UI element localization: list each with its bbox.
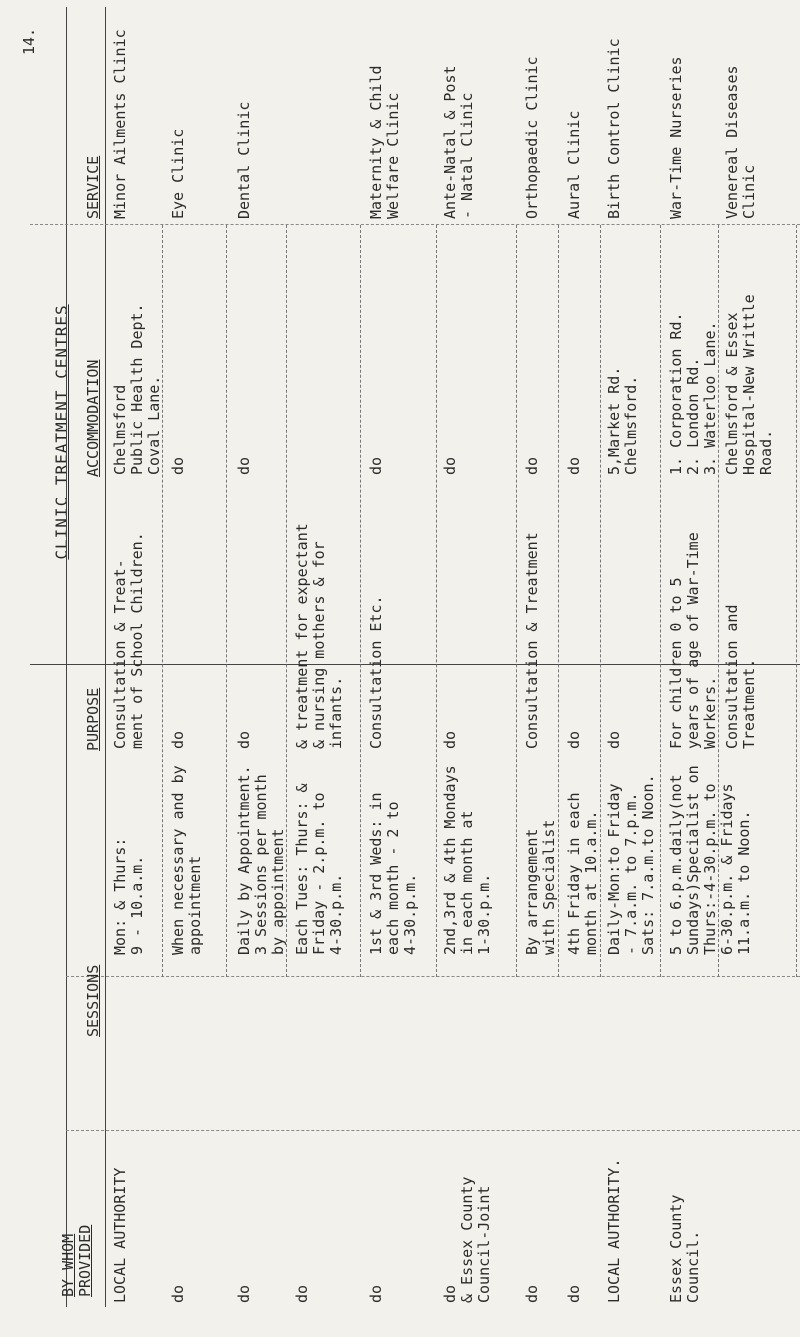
row-7-purpose: Consultation & Treatment — [523, 532, 541, 749]
row-4-sessions: Each Tues: Thurs: & Friday - 2.p.m. to 4-30.p.m. — [293, 783, 345, 955]
row-7-provided-by: do — [523, 1284, 541, 1303]
page-number: 14. — [20, 27, 38, 55]
row-3-accommodation: do — [235, 456, 253, 475]
table-title: CLINIC TREATMENT CENTRES — [52, 304, 71, 560]
row-divider — [286, 225, 287, 977]
row-1-accommodation: Chelmsford Public Health Dept. Coval Lane. — [111, 303, 163, 475]
row-3-provided-by: do — [235, 1284, 253, 1303]
row-8-provided-by: do — [565, 1284, 583, 1303]
row-2-service: Eye Clinic — [169, 128, 187, 219]
row-6-service: Ante-Natal & Post - Natal Clinic — [441, 65, 476, 219]
row-8-sessions: 4th Friday in each month at 10.a.m. — [565, 792, 600, 955]
row-5-accommodation: do — [367, 456, 385, 475]
row-1-sessions: Mon: & Thurs: 9 - 10.a.m. — [111, 837, 146, 955]
row-divider — [162, 225, 163, 977]
row-divider — [660, 225, 661, 977]
row-1-provided-by: LOCAL AUTHORITY — [111, 1167, 129, 1303]
row-2-sessions: When necessary and by appointment — [169, 765, 204, 955]
row-divider — [600, 225, 601, 977]
row-3-service: Dental Clinic — [235, 101, 253, 219]
row-6-purpose: do — [441, 730, 459, 749]
row-3-purpose: do — [235, 730, 253, 749]
row-divider — [516, 225, 517, 977]
column-divider — [66, 976, 800, 977]
row-9-purpose: do — [605, 730, 623, 749]
row-10-provided-by: Essex County Council. — [667, 1194, 702, 1303]
header-sessions: SESSIONS — [84, 964, 102, 1037]
row-9-service: Birth Control Clinic — [605, 38, 623, 219]
row-7-service: Orthopaedic Clinic — [523, 56, 541, 219]
row-5-service: Maternity & Child Welfare Clinic — [367, 65, 402, 219]
header-bottom-rule — [105, 7, 106, 1307]
row-3-sessions: Daily by Appointment. 3 Sessions per month by appointment — [235, 765, 287, 955]
header-top-rule — [66, 7, 67, 1307]
row-10-sessions: 5 to 6.p.m.daily(not Sundays)Specialist on Thurs:-4-30.p.m. to 6-30.p.m. & Fridays 11.a.m. to Noon. — [667, 765, 753, 955]
row-divider — [360, 225, 361, 977]
row-10-service: War-Time Nurseries — [667, 56, 685, 219]
row-6-sessions: 2nd,3rd & 4th Mondays in each month at 1-30.p.m. — [441, 765, 493, 955]
header-purpose: PURPOSE — [84, 687, 102, 751]
row-7-sessions: By arrangement with Specialist — [523, 819, 558, 955]
row-4-purpose: & treatment for expectant & nursing mothers & for infants. — [293, 523, 345, 749]
row-divider — [558, 225, 559, 977]
row-divider — [718, 225, 719, 977]
row-divider — [796, 225, 797, 977]
row-6-provided-by: do & Essex County Council-Joint — [441, 1176, 493, 1303]
row-7-accommodation: do — [523, 456, 541, 475]
row-4-provided-by: do — [293, 1284, 311, 1303]
row-divider — [436, 225, 437, 977]
row-11-service: Venereal Diseases Clinic — [723, 65, 758, 219]
row-5-purpose: Consultation Etc. — [367, 595, 385, 749]
row-1-purpose: Consultation & Treat- ment of School Children. — [111, 532, 146, 749]
row-10-purpose: For children 0 to 5 years of age of War-Time Workers. — [667, 532, 719, 749]
row-11-purpose: Consultation and Treatment. — [723, 604, 758, 749]
row-2-provided-by: do — [169, 1284, 187, 1303]
column-divider — [66, 1130, 800, 1131]
header-provided-by: BY WHOM PROVIDED — [59, 1224, 94, 1297]
row-11-accommodation: Chelmsford & Essex Hospital-New Writtle Road. — [723, 294, 775, 475]
row-9-sessions: Daily-Mon:to Friday - 7.a.m. to 7.p.m. Sats: 7.a.m.to Noon. — [605, 774, 657, 955]
row-2-purpose: do — [169, 730, 187, 749]
row-9-accommodation: 5,Market Rd. Chelmsford. — [605, 366, 640, 475]
row-6-accommodation: do — [441, 456, 459, 475]
header-service: SERVICE — [84, 155, 102, 219]
row-1-service: Minor Ailments Clinic — [111, 29, 129, 219]
row-8-purpose: do — [565, 730, 583, 749]
row-8-accommodation: do — [565, 456, 583, 475]
row-5-sessions: 1st & 3rd Weds: in each month - 2 to 4-30.p.m. — [367, 792, 419, 955]
row-8-service: Aural Clinic — [565, 110, 583, 219]
column-divider — [30, 224, 800, 225]
row-9-provided-by: LOCAL AUTHORITY. — [605, 1158, 623, 1303]
row-10-accommodation: 1. Corporation Rd. 2. London Rd. 3. Waterloo Lane. — [667, 312, 719, 475]
row-2-accommodation: do — [169, 456, 187, 475]
row-divider — [226, 225, 227, 977]
row-5-provided-by: do — [367, 1284, 385, 1303]
header-accommodation: ACCOMMODATION — [84, 359, 102, 477]
